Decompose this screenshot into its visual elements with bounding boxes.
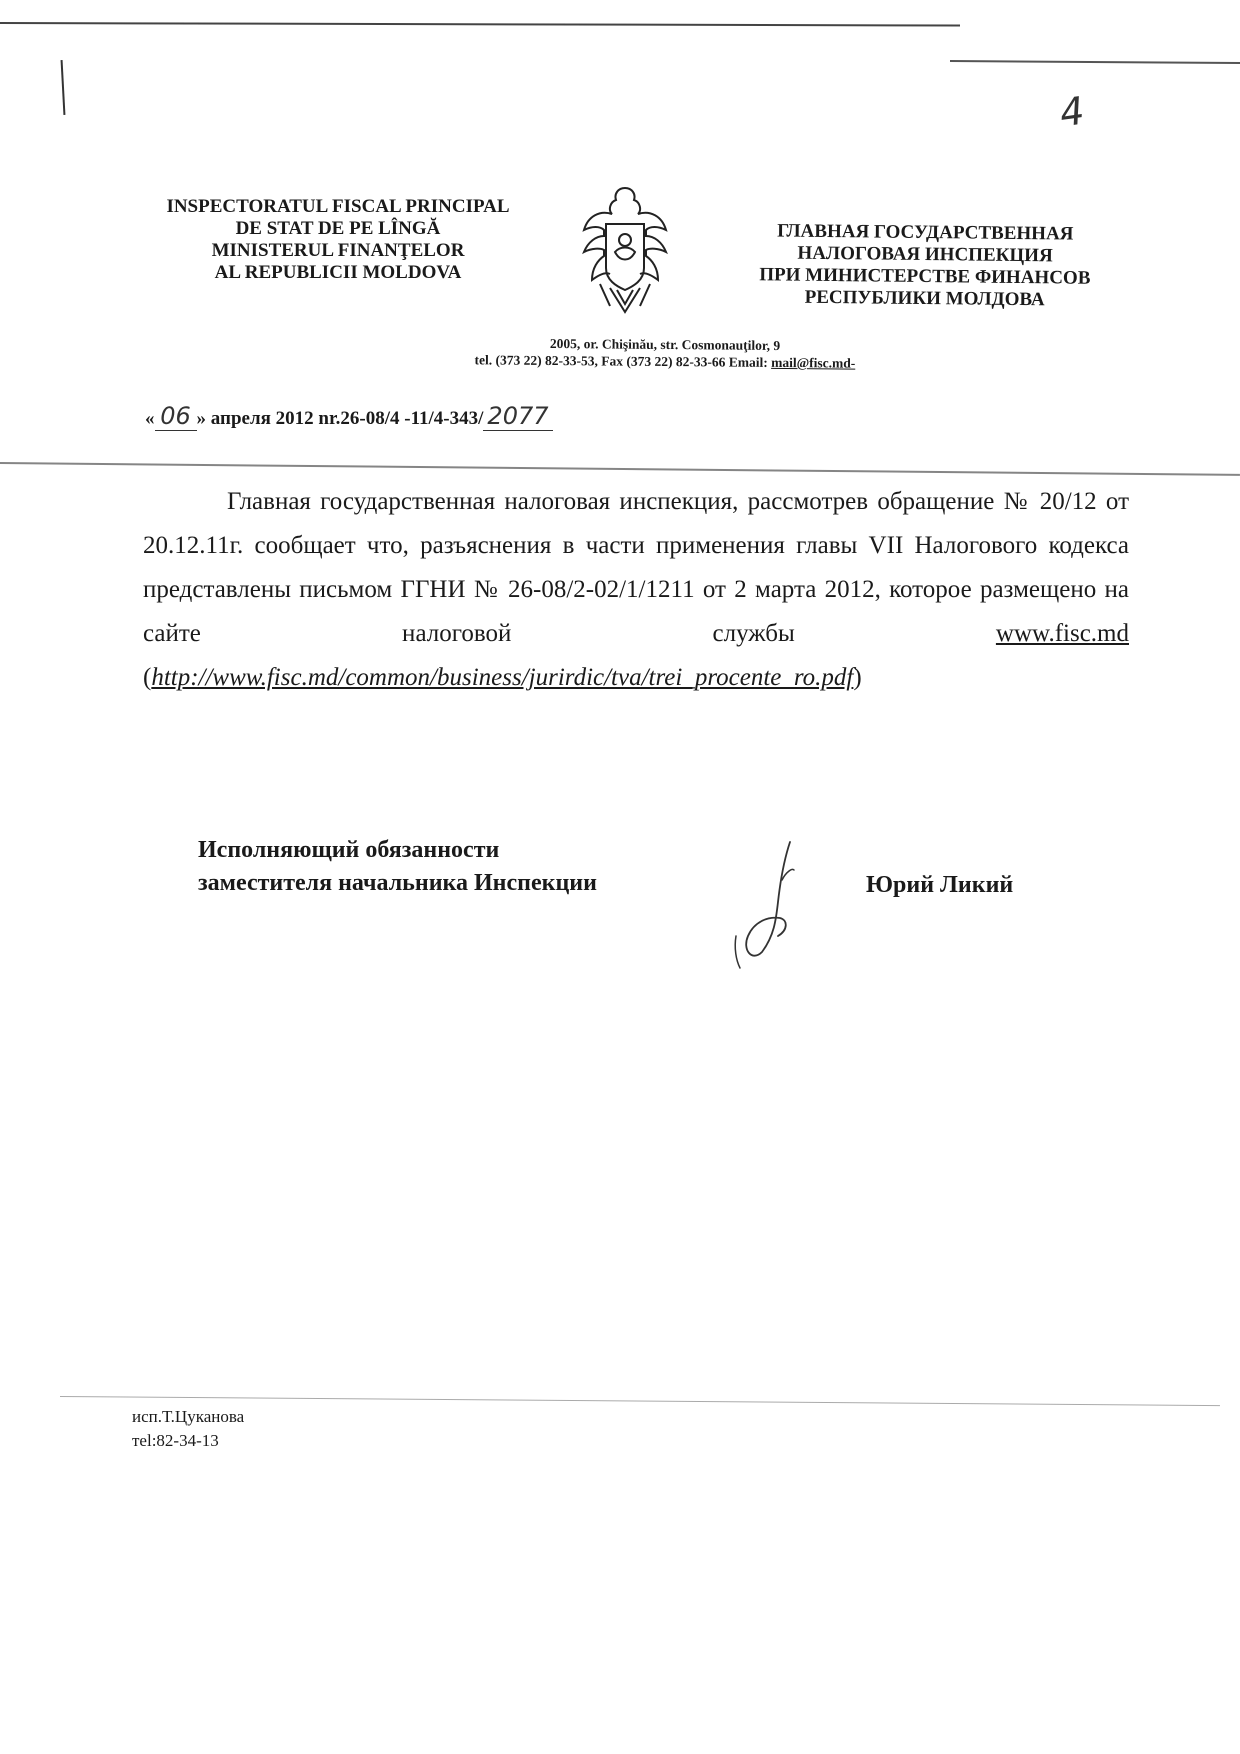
website-link[interactable]: www.fisc.md: [995, 620, 1129, 647]
letter-dateline: [145, 402, 553, 431]
body-text: Главная государственная налоговая инспекция, рассмотрев обращение № 20/12 от 20.12.11г. сообщает что, разъяснения в части применения главы VII Налогового кодекса представлены письмом ГГНИ № 26-08/2-02/1/1211 от 2 марта 2012, которое размещено на сайте налоговой службы: [143, 488, 1129, 647]
header-ru-line: НАЛОГОВАЯ ИНСПЕКЦИЯ: [797, 242, 1053, 267]
header-ro-line: MINISTERUL FINANŢELOR: [211, 240, 465, 261]
open-quote: «: [145, 408, 155, 429]
close-quote: »: [196, 408, 206, 429]
signatory-title: [198, 834, 597, 900]
handwritten-registration-number: 2077: [483, 402, 552, 431]
address-line: 2005, or. Chişinău, str. Cosmonauţilor, 9: [549, 335, 781, 354]
letter-body: [143, 480, 1129, 700]
signatory-title-line: Исполняющий обязанности: [198, 837, 500, 863]
header-ro-line: DE STAT DE PE LÎNGĂ: [235, 218, 441, 239]
header-ru-line: ГЛАВНАЯ ГОСУДАРСТВЕННАЯ: [777, 220, 1074, 245]
handwritten-day: 06: [155, 402, 197, 431]
body-paragraph: [143, 480, 1129, 700]
paren-open: (: [143, 664, 152, 691]
signatory-name: Юрий Ликий: [866, 872, 1014, 898]
paren-close: ): [853, 664, 862, 691]
margin-mark: [61, 60, 66, 115]
scan-edge-top-right: [950, 60, 1240, 64]
header-romanian: [148, 196, 528, 284]
signatory-title-line: заместителя начальника Инспекции: [198, 870, 597, 896]
executor-phone: тel:82-34-13: [132, 1431, 219, 1450]
handwritten-signature: [722, 840, 832, 970]
header-ru-line: ПРИ МИНИСТЕРСТВЕ ФИНАНСОВ: [759, 264, 1091, 289]
header-ro-line: INSPECTORATUL FISCAL PRINCIPAL: [166, 196, 510, 217]
executor-info: [132, 1405, 244, 1453]
contact-line: [400, 351, 930, 373]
email-link[interactable]: mail@fisc.md-: [771, 354, 856, 371]
scan-edge-top: [0, 22, 960, 27]
coat-of-arms-emblem: [570, 180, 680, 320]
date-and-reference: апреля 2012 nr.26-08/4 -11/4-343/: [210, 408, 484, 429]
header-russian: [730, 220, 1121, 312]
document-url-link[interactable]: http://www.fisc.md/common/business/jurirdic/tva/trei_procente_ro.pdf: [151, 664, 854, 691]
executor-name: исп.Т.Цуканова: [132, 1407, 245, 1426]
handwritten-page-number: 4: [1057, 88, 1088, 136]
phone-fax: tel. (373 22) 82-33-53, Fax (373 22) 82-33-66 Email:: [474, 352, 768, 370]
address-block: [400, 334, 930, 373]
fold-line: [0, 462, 1240, 476]
header-ru-line: РЕСПУБЛИКИ МОЛДОВА: [804, 286, 1045, 311]
header-ro-line: AL REPUBLICII MOLDOVA: [214, 262, 462, 283]
